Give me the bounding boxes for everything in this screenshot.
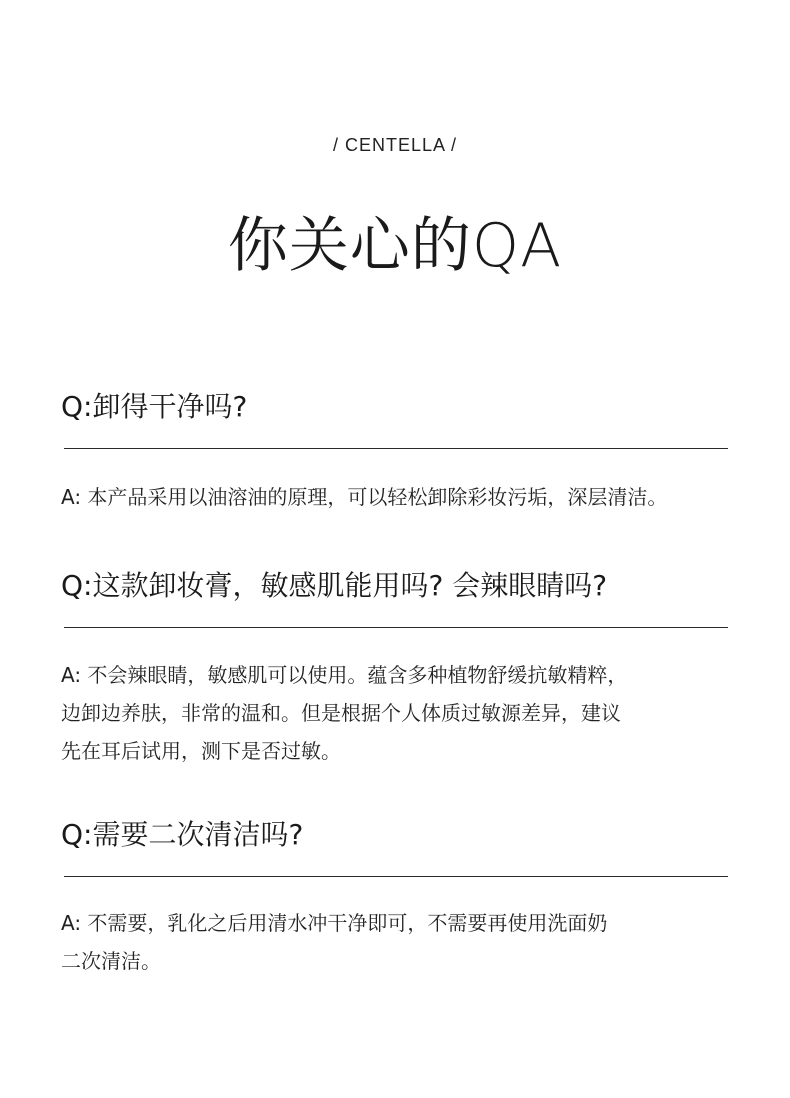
brand-eyebrow: / CENTELLA / <box>332 135 458 155</box>
question-text: Q:这款卸妆膏，敏感肌能用吗? 会辣眼睛吗? <box>61 569 608 602</box>
answer-line: 边卸边养肤，非常的温和。但是根据个人体质过敏源差异，建议 <box>61 701 621 725</box>
question-text: Q:需要二次清洁吗? <box>61 818 304 851</box>
answer-line: A: 本产品采用以油溶油的原理，可以轻松卸除彩妆污垢，深层清洁。 <box>61 485 668 509</box>
answer-line: A: 不会辣眼睛，敏感肌可以使用。蕴含多种植物舒缓抗敏精粹， <box>61 663 628 687</box>
divider <box>64 876 728 877</box>
answer-line: 二次清洁。 <box>61 949 161 973</box>
page-title: 你关心的QA <box>227 211 563 281</box>
question-text: Q:卸得干净吗? <box>61 390 248 423</box>
answer-line: A: 不需要，乳化之后用清水冲干净即可，不需要再使用洗面奶 <box>61 911 608 935</box>
divider <box>64 448 728 449</box>
answer-line: 先在耳后试用，测下是否过敏。 <box>61 739 341 763</box>
divider <box>64 627 728 628</box>
answer-text <box>61 656 751 770</box>
answer-text <box>61 478 751 516</box>
answer-text <box>61 904 751 980</box>
